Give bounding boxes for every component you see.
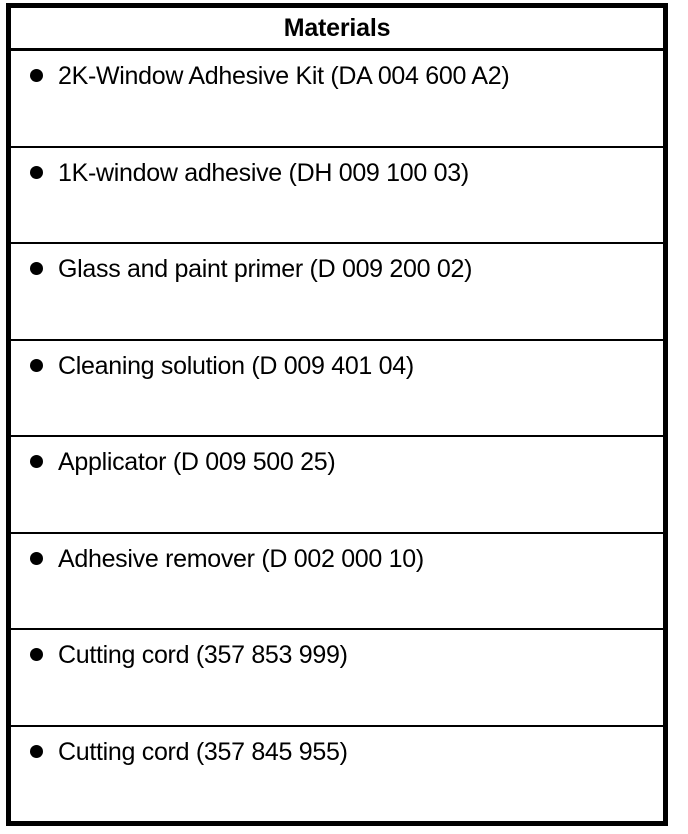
material-item-label: Cutting cord (357 845 955) (58, 737, 348, 766)
material-item-label: Cleaning solution (D 009 401 04) (58, 351, 414, 380)
bullet-icon (30, 552, 43, 565)
table-row (11, 727, 663, 822)
table-header (11, 8, 663, 51)
bullet-icon (30, 359, 43, 372)
materials-table (6, 3, 668, 826)
bullet-icon (30, 166, 43, 179)
table-title: Materials (283, 13, 391, 42)
material-item-label: Cutting cord (357 853 999) (58, 641, 348, 669)
bullet-icon (30, 455, 43, 468)
table-row (11, 148, 663, 245)
material-item-label: 2K-Window Adhesive Kit (DA 004 600 A2) (58, 62, 510, 90)
bullet-icon (30, 69, 43, 82)
table-row (11, 51, 663, 148)
material-item-label: Applicator (D 009 500 25) (58, 448, 336, 476)
material-item-label: 1K-window adhesive (DH 009 100 03) (58, 158, 469, 187)
bullet-icon (30, 745, 43, 758)
table-row (11, 437, 663, 534)
material-item-label: Glass and paint primer (D 009 200 02) (58, 255, 473, 283)
table-row (11, 341, 663, 438)
table-row (11, 244, 663, 341)
table-row (11, 630, 663, 727)
bullet-icon (30, 648, 43, 661)
material-item-label: Adhesive remover (D 002 000 10) (58, 544, 424, 573)
table-row (11, 534, 663, 631)
bullet-icon (30, 262, 43, 275)
